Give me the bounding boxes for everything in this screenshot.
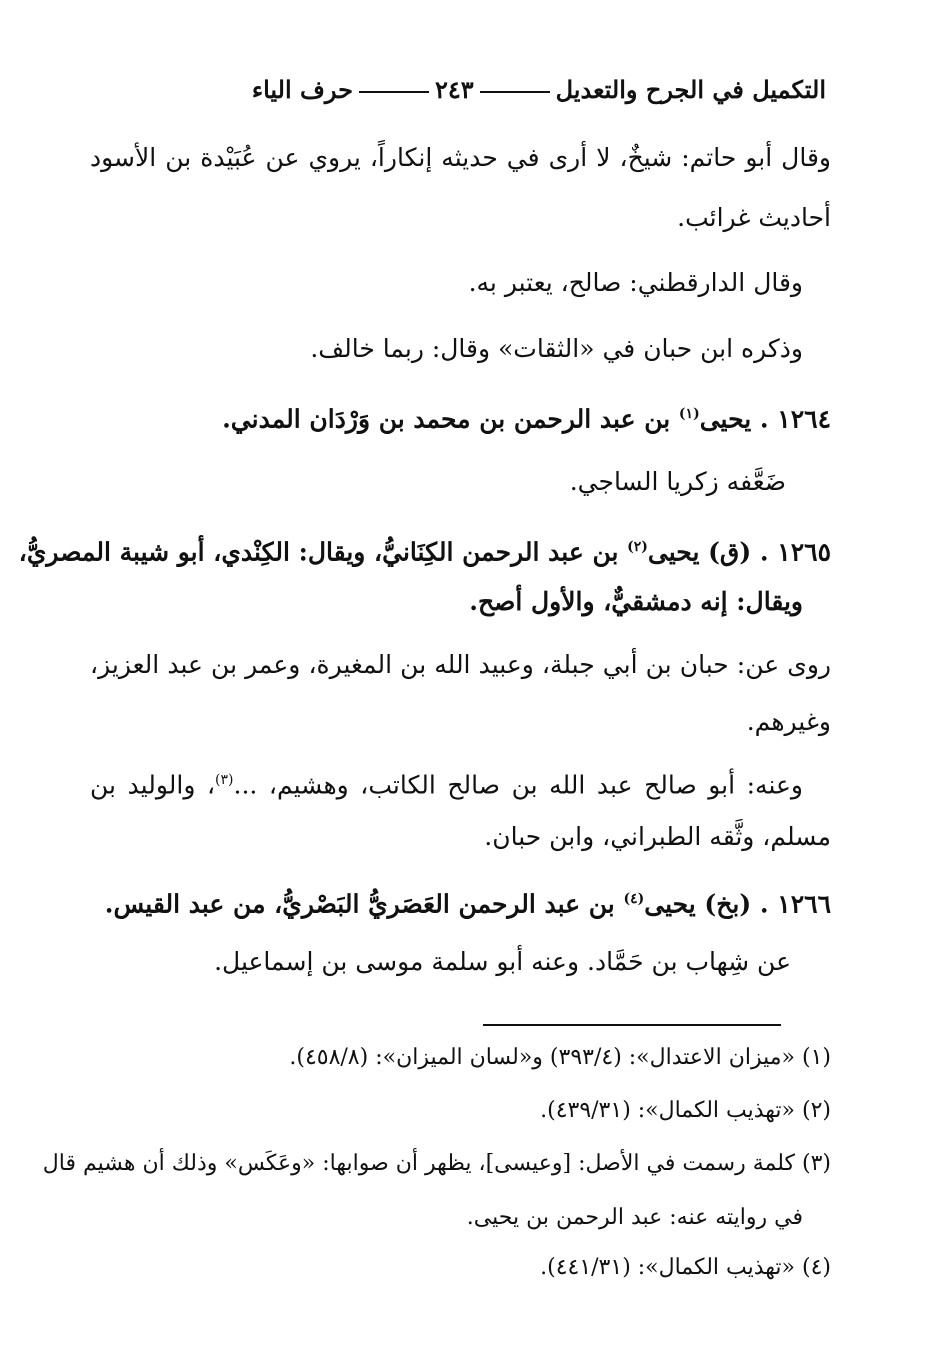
entry-heading-rest: بن عبد الرحمن العَصَريُّ البَصْريُّ، من عبد القيس.: [104, 889, 624, 919]
entry-heading: ١٢٦٥ . (ق) يحيى: [647, 537, 831, 567]
text-line: وقال الدارقطني: صالح، يعتبر به.: [468, 268, 803, 297]
text-line: وقال أبو حاتم: شيخٌ، لا أرى في حديثه إنكاراً، يروي عن عُبَيْدة بن الأسود: [90, 143, 831, 172]
text-run: ، والوليد بن: [90, 770, 216, 800]
entry-heading: ١٢٦٤ . يحيى: [699, 404, 831, 434]
footnote-2: (٢) «تهذيب الكمال»: (٤٣٩/٣١).: [540, 1098, 831, 1123]
text-line: [90, 760, 803, 805]
footnote-1: (١) «ميزان الاعتدال»: (٣٩٣/٤) و«لسان الميزان»: (٤٥٨/٨).: [289, 1045, 831, 1070]
footnote-ref: (١): [678, 406, 700, 422]
entry-heading-rest: بن عبد الرحمن الكِنَانيُّ، ويقال: الكِنْدي، أبو شيبة المصريُّ،: [18, 537, 628, 567]
entry-1265: [18, 527, 831, 572]
footnote-3-cont: في روايته عنه: عبد الرحمن بن يحيى.: [466, 1205, 803, 1230]
text-line: ويقال: إنه دمشقيٌّ، والأول أصح.: [469, 587, 803, 616]
text-line: عن شِهاب بن حَمَّاد. وعنه أبو سلمة موسى بن إسماعيل.: [214, 947, 791, 976]
text-line: وغيرهم.: [746, 707, 831, 736]
footnote-4: (٤) «تهذيب الكمال»: (٤٤١/٣١).: [540, 1255, 831, 1280]
text-line: مسلم، وثَّقه الطبراني، وابن حبان.: [484, 822, 831, 851]
section-title: حرف الياء: [251, 75, 353, 104]
text-line: روى عن: حبان بن أبي جبلة، وعبيد الله بن المغيرة، وعمر بن عبد العزيز،: [90, 650, 831, 679]
entry-1266: [90, 879, 831, 924]
header-separator: [359, 91, 429, 93]
footnote-3: (٣) كلمة رسمت في الأصل: [وعيسى]، يظهر أن صوابها: «وعَكَس» وذلك أن هشيم قال: [42, 1151, 831, 1176]
text-line: وذكره ابن حبان في «الثقات» وقال: ربما خالف.: [310, 334, 803, 363]
footnote-divider: [483, 1024, 781, 1026]
book-title: التكميل في الجرح والتعديل: [555, 75, 826, 104]
footnote-ref: (٤): [623, 891, 645, 907]
entry-heading-rest: بن عبد الرحمن بن محمد بن وَرْدَان المدني.: [222, 404, 679, 434]
footnote-ref: (٣): [215, 772, 234, 788]
entry-heading: ١٢٦٦ . (بخ) يحيى: [644, 889, 831, 919]
text-line: أحاديث غرائب.: [677, 203, 831, 232]
header-separator: [480, 91, 550, 93]
text-line: ضَعَّفه زكريا الساجي.: [569, 467, 786, 496]
running-header: [170, 70, 826, 110]
entry-1264: [90, 394, 831, 439]
footnote-ref: (٢): [627, 539, 648, 555]
page-number: ٢٤٣: [434, 75, 474, 104]
text-run: وعنه: أبو صالح عبد الله بن صالح الكاتب، وهشيم، ...: [233, 770, 803, 800]
